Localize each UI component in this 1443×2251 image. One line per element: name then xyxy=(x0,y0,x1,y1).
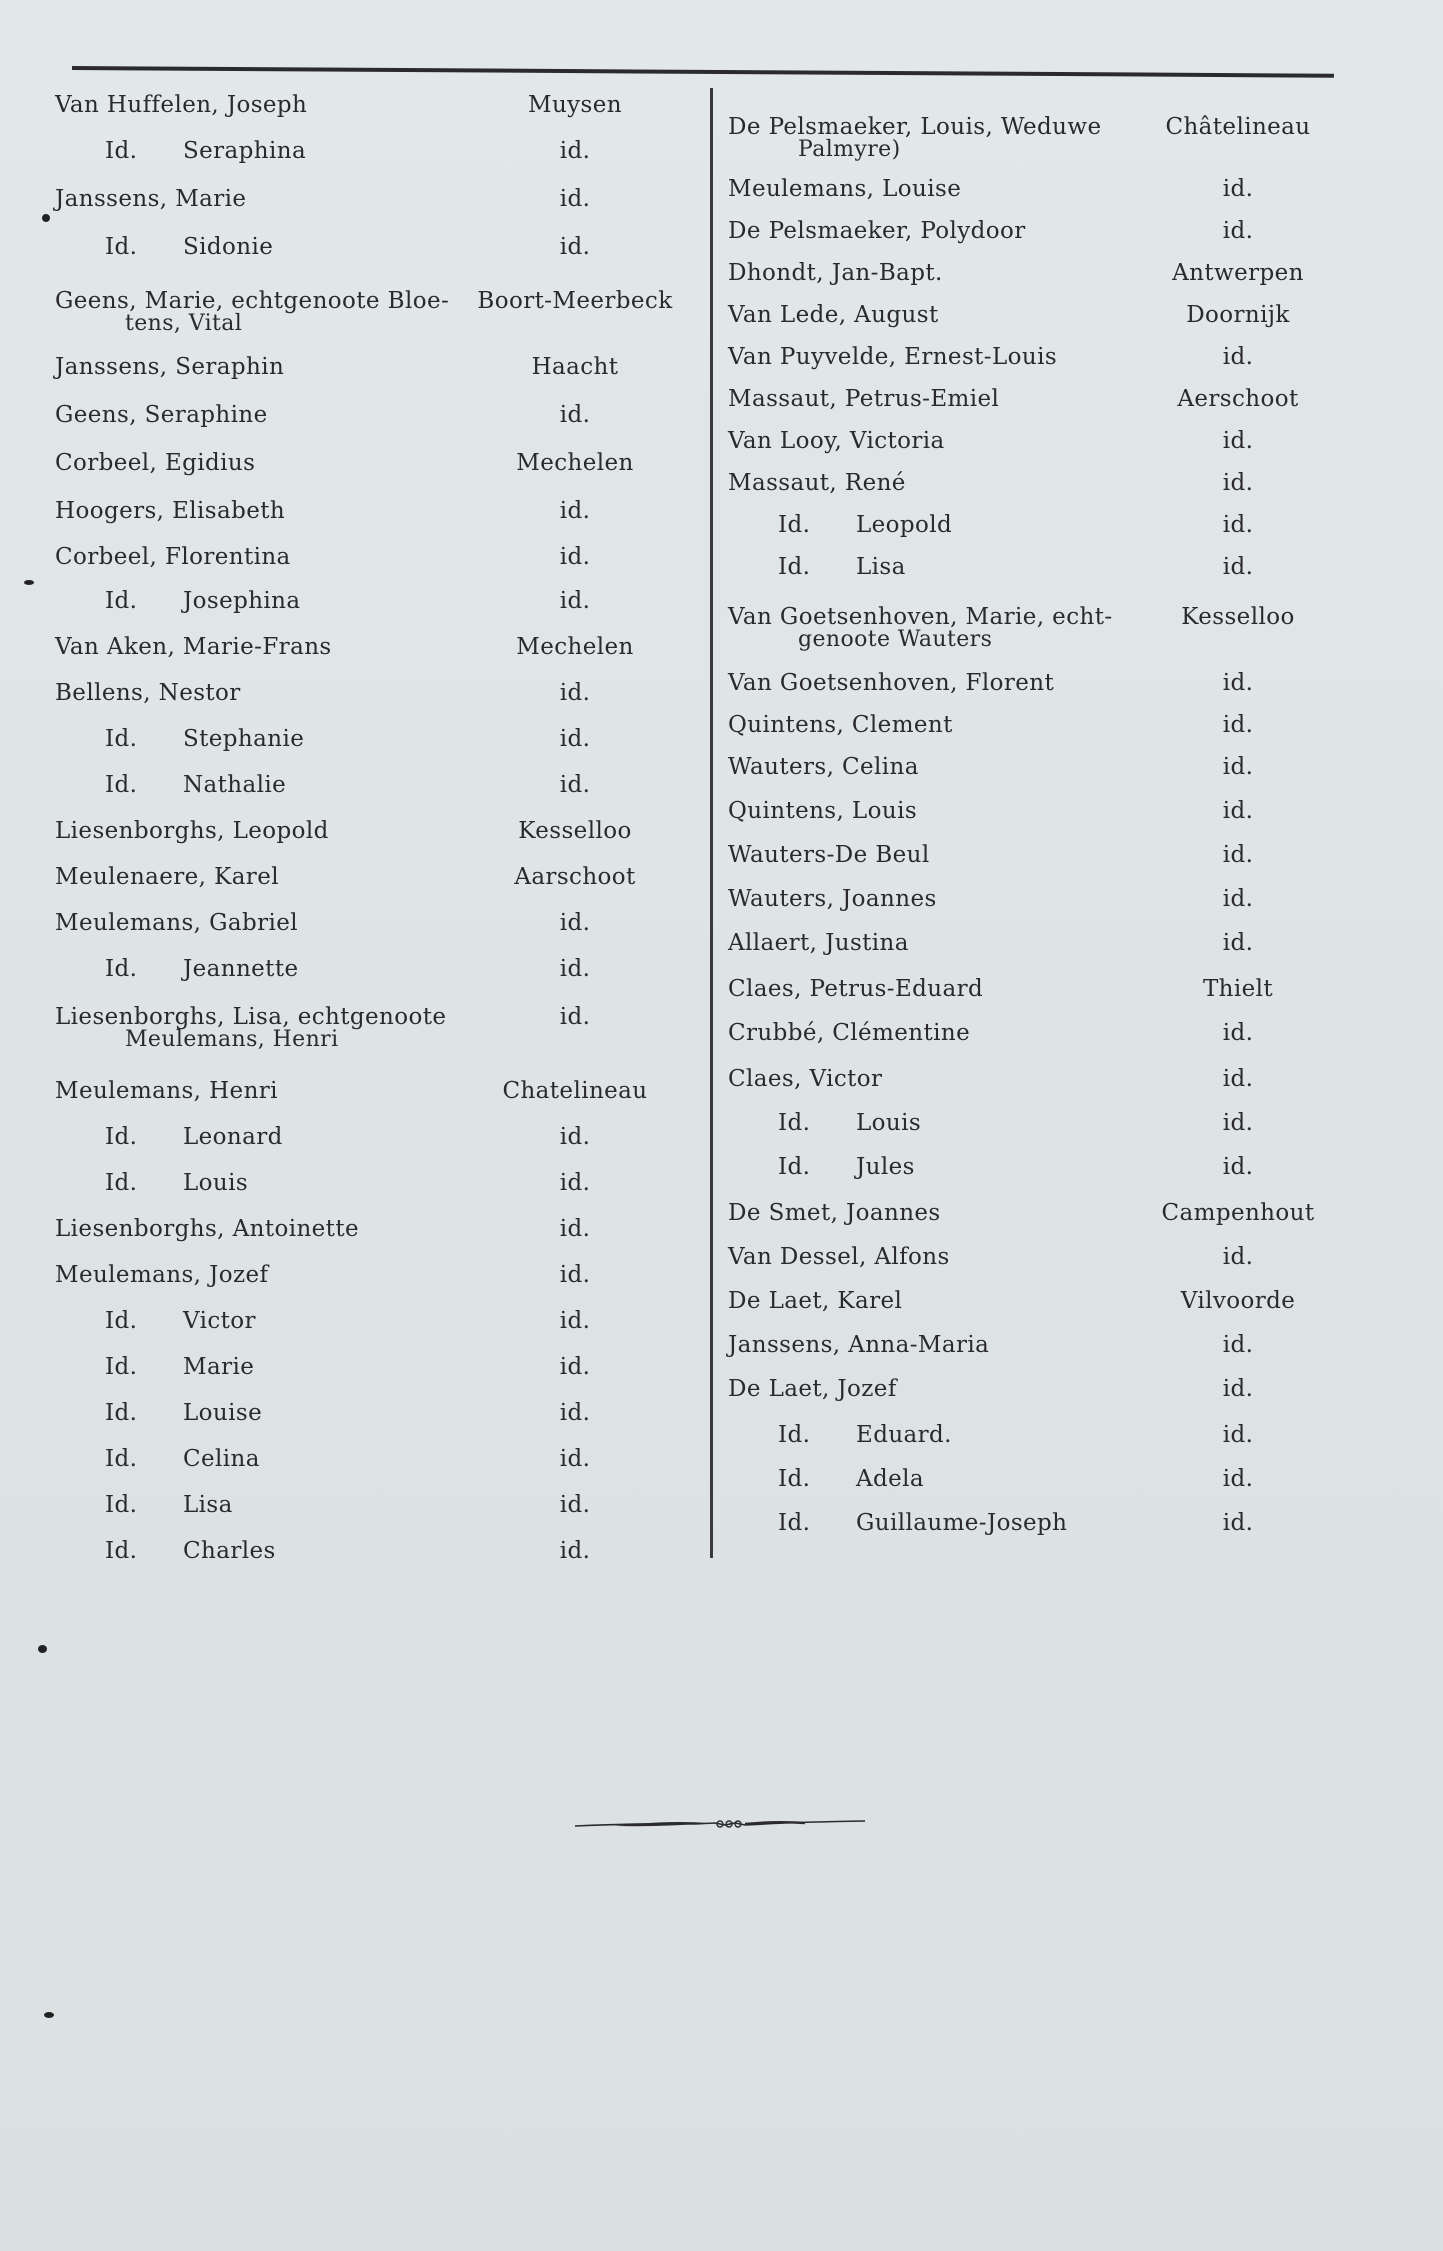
entry-name xyxy=(728,218,1026,244)
entry-name xyxy=(55,186,246,212)
entry-name xyxy=(105,1170,248,1196)
entry-place: id. xyxy=(1222,930,1254,956)
entry-place: id. xyxy=(559,1446,591,1472)
name-continuation: genoote Wauters xyxy=(798,627,993,652)
person-name: Claes, Petrus-Eduard xyxy=(728,976,984,1002)
person-name: De Laet, Jozef xyxy=(728,1376,897,1402)
entry-place: id. xyxy=(1222,428,1254,454)
entry-name xyxy=(778,1110,921,1136)
id-prefix: Id. xyxy=(105,726,138,752)
entry-place: id. xyxy=(559,588,591,614)
binding-hole-speck xyxy=(44,2012,54,2018)
entry-name xyxy=(728,114,1101,160)
person-name: Van Aken, Marie-Frans xyxy=(55,634,332,660)
person-name: De Pelsmaeker, Louis, Weduwe xyxy=(728,114,1102,140)
entry-name xyxy=(728,754,919,780)
entry-place: id. xyxy=(1222,1466,1254,1492)
person-name: Josephina xyxy=(183,588,301,614)
person-name: Lisa xyxy=(183,1492,233,1518)
person-name: Jules xyxy=(856,1154,915,1180)
person-name: Seraphina xyxy=(183,138,307,164)
entry-name xyxy=(55,818,329,844)
entry-place: id. xyxy=(1222,670,1254,696)
column-divider xyxy=(710,88,713,1558)
person-name: Eduard. xyxy=(856,1422,952,1448)
id-prefix: Id. xyxy=(105,1538,138,1564)
id-prefix: Id. xyxy=(105,1124,138,1150)
entry-name xyxy=(728,670,1054,696)
entry-place: Kesselloo xyxy=(518,818,632,844)
entry-name xyxy=(55,1078,278,1104)
id-prefix: Id. xyxy=(105,1492,138,1518)
person-name: De Laet, Karel xyxy=(728,1288,903,1314)
entry-name xyxy=(105,1308,256,1334)
person-name: Jeannette xyxy=(183,956,299,982)
entry-name xyxy=(728,344,1057,370)
entry-place: Vilvoorde xyxy=(1180,1288,1296,1314)
person-name: Meulemans, Jozef xyxy=(55,1262,269,1288)
person-name: Leonard xyxy=(183,1124,283,1150)
person-name: Adela xyxy=(856,1466,925,1492)
entry-name xyxy=(55,354,284,380)
person-name: Liesenborghs, Antoinette xyxy=(55,1216,359,1242)
entry-place: id. xyxy=(1222,886,1254,912)
entry-name xyxy=(728,1020,970,1046)
entry-name xyxy=(105,588,301,614)
entry-place: id. xyxy=(559,402,591,428)
person-name: Leopold xyxy=(856,512,953,538)
entry-name xyxy=(778,512,952,538)
person-name: Hoogers, Elisabeth xyxy=(55,498,286,524)
person-name: Janssens, Anna-Maria xyxy=(728,1332,990,1358)
entry-place: id. xyxy=(559,680,591,706)
person-name: Lisa xyxy=(856,554,906,580)
entry-name xyxy=(105,956,298,982)
person-name: Celina xyxy=(183,1446,260,1472)
binding-hole-speck xyxy=(24,580,34,585)
entry-place: Muysen xyxy=(528,92,622,118)
id-prefix: Id. xyxy=(105,1446,138,1472)
entry-place: Châtelineau xyxy=(1165,114,1311,140)
entry-place: id. xyxy=(559,772,591,798)
person-name: Meulemans, Gabriel xyxy=(55,910,299,936)
entry-place: id. xyxy=(1222,1020,1254,1046)
person-name: Corbeel, Egidius xyxy=(55,450,256,476)
entry-name xyxy=(728,886,937,912)
person-name: Claes, Victor xyxy=(728,1066,883,1092)
person-name: Geens, Marie, echtgenoote Bloe- xyxy=(55,288,450,314)
person-name: Sidonie xyxy=(183,234,274,260)
ornament-divider xyxy=(575,1818,865,1832)
entry-name xyxy=(728,1332,989,1358)
person-name: Janssens, Seraphin xyxy=(55,354,285,380)
entry-name xyxy=(55,402,268,428)
person-name: Van Puyvelde, Ernest-Louis xyxy=(728,344,1058,370)
entry-place: id. xyxy=(1222,176,1254,202)
entry-place: id. xyxy=(559,1400,591,1426)
entry-name xyxy=(728,1244,950,1270)
entry-place: Campenhout xyxy=(1161,1200,1315,1226)
person-name: Van Huffelen, Joseph xyxy=(55,92,308,118)
person-name: Allaert, Justina xyxy=(728,930,909,956)
entry-place: id. xyxy=(559,498,591,524)
entry-place: id. xyxy=(1222,218,1254,244)
entry-place: Kesselloo xyxy=(1181,604,1295,630)
entry-place: id. xyxy=(559,234,591,260)
person-name: Liesenborghs, Leopold xyxy=(55,818,329,844)
entry-place: id. xyxy=(559,910,591,936)
entry-place: id. xyxy=(559,1170,591,1196)
entry-name xyxy=(778,1510,1067,1536)
entry-place: Haacht xyxy=(531,354,619,380)
entry-place: id. xyxy=(1222,798,1254,824)
entry-name xyxy=(728,798,917,824)
entry-place: id. xyxy=(1222,1066,1254,1092)
entry-name xyxy=(55,1216,359,1242)
entry-name xyxy=(728,428,945,454)
entry-name xyxy=(728,176,961,202)
binding-hole-speck xyxy=(38,1645,47,1653)
entry-place: id. xyxy=(1222,1376,1254,1402)
person-name: Louis xyxy=(183,1170,249,1196)
entry-name xyxy=(55,1004,446,1050)
entry-name xyxy=(55,92,307,118)
person-name: Quintens, Clement xyxy=(728,712,953,738)
entry-name xyxy=(728,470,906,496)
entry-place: id. xyxy=(559,1216,591,1242)
entry-name xyxy=(105,1446,260,1472)
entry-name xyxy=(728,1288,902,1314)
entry-place: id. xyxy=(1222,712,1254,738)
entry-name xyxy=(728,712,953,738)
person-name: Van Dessel, Alfons xyxy=(728,1244,950,1270)
entry-name xyxy=(105,1124,283,1150)
entry-place: id. xyxy=(1222,842,1254,868)
name-continuation: tens, Vital xyxy=(125,311,243,336)
entry-name xyxy=(728,842,930,868)
entry-name xyxy=(55,544,291,570)
entry-name xyxy=(105,772,286,798)
person-name: De Pelsmaeker, Polydoor xyxy=(728,218,1026,244)
person-name: Nathalie xyxy=(183,772,287,798)
id-prefix: Id. xyxy=(778,1466,811,1492)
person-name: Louise xyxy=(183,1400,263,1426)
entry-place: id. xyxy=(559,726,591,752)
entry-place: id. xyxy=(559,186,591,212)
person-name: Charles xyxy=(183,1538,276,1564)
person-name: Van Looy, Victoria xyxy=(728,428,945,454)
person-name: Stephanie xyxy=(183,726,305,752)
entry-place: id. xyxy=(1222,470,1254,496)
entry-name xyxy=(778,1466,924,1492)
person-name: Guillaume-Joseph xyxy=(856,1510,1068,1536)
person-name: Bellens, Nestor xyxy=(55,680,241,706)
id-prefix: Id. xyxy=(105,1400,138,1426)
entry-place: Chatelineau xyxy=(502,1078,648,1104)
entry-name xyxy=(728,302,939,328)
person-name: Quintens, Louis xyxy=(728,798,918,824)
entry-name xyxy=(778,1422,952,1448)
person-name: Marie xyxy=(183,1354,255,1380)
entry-name xyxy=(55,634,332,660)
person-name: Meulenaere, Karel xyxy=(55,864,279,890)
binding-hole-speck xyxy=(42,214,50,222)
id-prefix: Id. xyxy=(105,1308,138,1334)
entry-name xyxy=(728,260,943,286)
entry-place: id. xyxy=(1222,1110,1254,1136)
person-name: Massaut, René xyxy=(728,470,906,496)
entry-place: Boort-Meerbeck xyxy=(477,288,673,314)
id-prefix: Id. xyxy=(778,1510,811,1536)
person-name: Massaut, Petrus-Emiel xyxy=(728,386,1000,412)
id-prefix: Id. xyxy=(105,1170,138,1196)
entry-name xyxy=(55,450,255,476)
entry-name xyxy=(55,864,279,890)
entry-name xyxy=(728,1200,941,1226)
entry-place: id. xyxy=(1222,1422,1254,1448)
entry-place: id. xyxy=(559,956,591,982)
entry-name xyxy=(105,138,306,164)
person-name: Wauters, Celina xyxy=(728,754,919,780)
person-name: Victor xyxy=(183,1308,256,1334)
entry-place: id. xyxy=(559,1308,591,1334)
person-name: De Smet, Joannes xyxy=(728,1200,941,1226)
person-name: Van Goetsenhoven, Florent xyxy=(728,670,1055,696)
entry-name xyxy=(105,726,304,752)
entry-place: id. xyxy=(1222,1244,1254,1270)
entry-name xyxy=(55,498,285,524)
person-name: Meulemans, Louise xyxy=(728,176,962,202)
entry-name xyxy=(105,1400,262,1426)
person-name: Van Goetsenhoven, Marie, echt- xyxy=(728,604,1113,630)
entry-name xyxy=(778,1154,915,1180)
entry-place: id. xyxy=(559,1354,591,1380)
entry-place: id. xyxy=(559,1538,591,1564)
entry-place: id. xyxy=(559,1124,591,1150)
entry-place: id. xyxy=(559,1004,591,1030)
entry-place: Mechelen xyxy=(516,634,634,660)
entry-place: id. xyxy=(559,544,591,570)
entry-place: Doornijk xyxy=(1186,302,1290,328)
person-name: Liesenborghs, Lisa, echtgenoote xyxy=(55,1004,447,1030)
entry-name xyxy=(55,910,298,936)
entry-name xyxy=(55,1262,268,1288)
entry-place: id. xyxy=(1222,1332,1254,1358)
id-prefix: Id. xyxy=(105,956,138,982)
entry-place: Aarschoot xyxy=(514,864,636,890)
entry-name xyxy=(728,386,999,412)
entry-place: id. xyxy=(1222,344,1254,370)
person-name: Crubbé, Clémentine xyxy=(728,1020,971,1046)
id-prefix: Id. xyxy=(778,512,811,538)
entry-place: Aerschoot xyxy=(1177,386,1299,412)
top-rule xyxy=(72,66,1334,78)
entry-place: id. xyxy=(1222,1510,1254,1536)
id-prefix: Id. xyxy=(105,138,138,164)
entry-name xyxy=(728,604,1113,650)
person-name: Janssens, Marie xyxy=(55,186,247,212)
entry-name xyxy=(55,288,449,334)
id-prefix: Id. xyxy=(778,554,811,580)
entry-place: id. xyxy=(1222,512,1254,538)
id-prefix: Id. xyxy=(778,1154,811,1180)
entry-place: id. xyxy=(559,1262,591,1288)
entry-place: Antwerpen xyxy=(1172,260,1304,286)
id-prefix: Id. xyxy=(105,1354,138,1380)
entry-name xyxy=(105,234,273,260)
entry-name xyxy=(778,554,906,580)
person-name: Meulemans, Henri xyxy=(55,1078,278,1104)
id-prefix: Id. xyxy=(105,234,138,260)
name-continuation: Palmyre) xyxy=(798,137,901,162)
id-prefix: Id. xyxy=(105,772,138,798)
entry-place: id. xyxy=(559,1492,591,1518)
entry-place: Mechelen xyxy=(516,450,634,476)
entry-name xyxy=(105,1492,233,1518)
person-name: Dhondt, Jan-Bapt. xyxy=(728,260,943,286)
entry-name xyxy=(728,1066,882,1092)
person-name: Wauters, Joannes xyxy=(728,886,937,912)
entry-place: id. xyxy=(1222,1154,1254,1180)
id-prefix: Id. xyxy=(778,1110,811,1136)
entry-place: id. xyxy=(1222,754,1254,780)
entry-name xyxy=(55,680,241,706)
entry-name xyxy=(728,976,983,1002)
person-name: Wauters-De Beul xyxy=(728,842,930,868)
entry-name xyxy=(728,1376,897,1402)
person-name: Corbeel, Florentina xyxy=(55,544,291,570)
entry-place: Thielt xyxy=(1202,976,1274,1002)
entry-place: id. xyxy=(1222,554,1254,580)
id-prefix: Id. xyxy=(778,1422,811,1448)
name-continuation: Meulemans, Henri xyxy=(125,1027,339,1052)
id-prefix: Id. xyxy=(105,588,138,614)
entry-name xyxy=(105,1538,276,1564)
entry-place: id. xyxy=(559,138,591,164)
person-name: Geens, Seraphine xyxy=(55,402,268,428)
entry-name xyxy=(728,930,909,956)
person-name: Van Lede, August xyxy=(728,302,939,328)
entry-name xyxy=(105,1354,254,1380)
person-name: Louis xyxy=(856,1110,922,1136)
